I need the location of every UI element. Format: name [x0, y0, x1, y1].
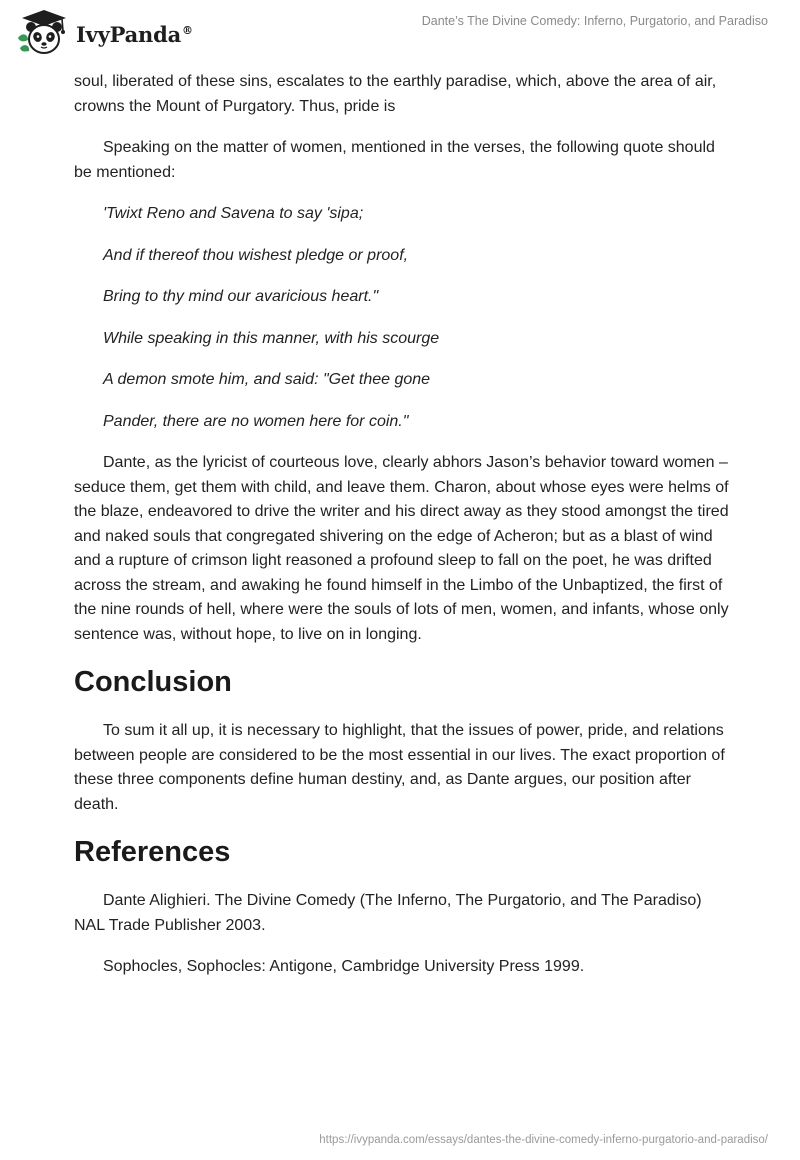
- quote-line: 'Twixt Reno and Savena to say 'sipa;: [103, 205, 364, 222]
- reference-item: Dante Alighieri. The Divine Comedy (The Inferno, The Purgatorio, and The Paradiso) NAL Trade Publisher 2003.: [74, 892, 702, 934]
- paragraph-dante: Dante, as the lyricist of courteous love, clearly abhors Jason’s behavior toward women – seduce them, get them with child, and leave them. Charon, about whose eyes were helms of the blaze, endeavored to drive the writer and his direct away as they stood amongst the tired and naked souls that congregated shivering on the edge of Acheron; but as a blast of wind and a rupture of crimson light reasoned a profound sleep to fall on the poet, he was drifted across the stream, and awaking he found himself in the Limbo of the Unbaptized, the first of the nine rounds of hell, where were the souls of lots of men, women, and infants, whose only sentence was, without hope, to live on in longing.: [74, 454, 729, 643]
- quote-line: Bring to thy mind our avaricious heart.": [103, 288, 379, 305]
- ivypanda-logo[interactable]: [14, 8, 193, 56]
- conclusion-paragraph: To sum it all up, it is necessary to highlight, that the issues of power, pride, and relations between people are considered to be the most essential in our lives. The exact proportion of these three components define human destiny, and, as Dante argues, our position after death.: [74, 722, 725, 813]
- quote-line: And if thereof thou wishest pledge or proof,: [103, 246, 409, 264]
- essay-content: [74, 70, 734, 997]
- page-header: [0, 0, 800, 64]
- quote-line: A demon smote him, and said: "Get thee gone: [103, 371, 431, 388]
- quote-line: Pander, there are no women here for coin.": [103, 412, 409, 430]
- panda-graduate-icon: [14, 8, 74, 56]
- conclusion-heading: Conclusion: [74, 666, 232, 698]
- references-heading: References: [74, 836, 231, 868]
- quote-line: While speaking in this manner, with his scourge: [103, 329, 440, 347]
- paragraph-women: Speaking on the matter of women, mentioned in the verses, the following quote should be mentioned:: [74, 139, 715, 181]
- brand-name: IvyPanda®: [76, 21, 193, 47]
- document-title: Dante’s The Divine Comedy: Inferno, Purgatorio, and Paradiso: [421, 14, 768, 28]
- reference-item: Sophocles, Sophocles: Antigone, Cambridge University Press 1999.: [103, 958, 585, 975]
- paragraph-continuation: soul, liberated of these sins, escalates to the earthly paradise, which, above the area of air, crowns the Mount of Purgatory. Thus, pride is: [74, 73, 717, 115]
- source-url[interactable]: https://ivypanda.com/essays/dantes-the-divine-comedy-inferno-purgatorio-and-paradiso/: [319, 1134, 768, 1146]
